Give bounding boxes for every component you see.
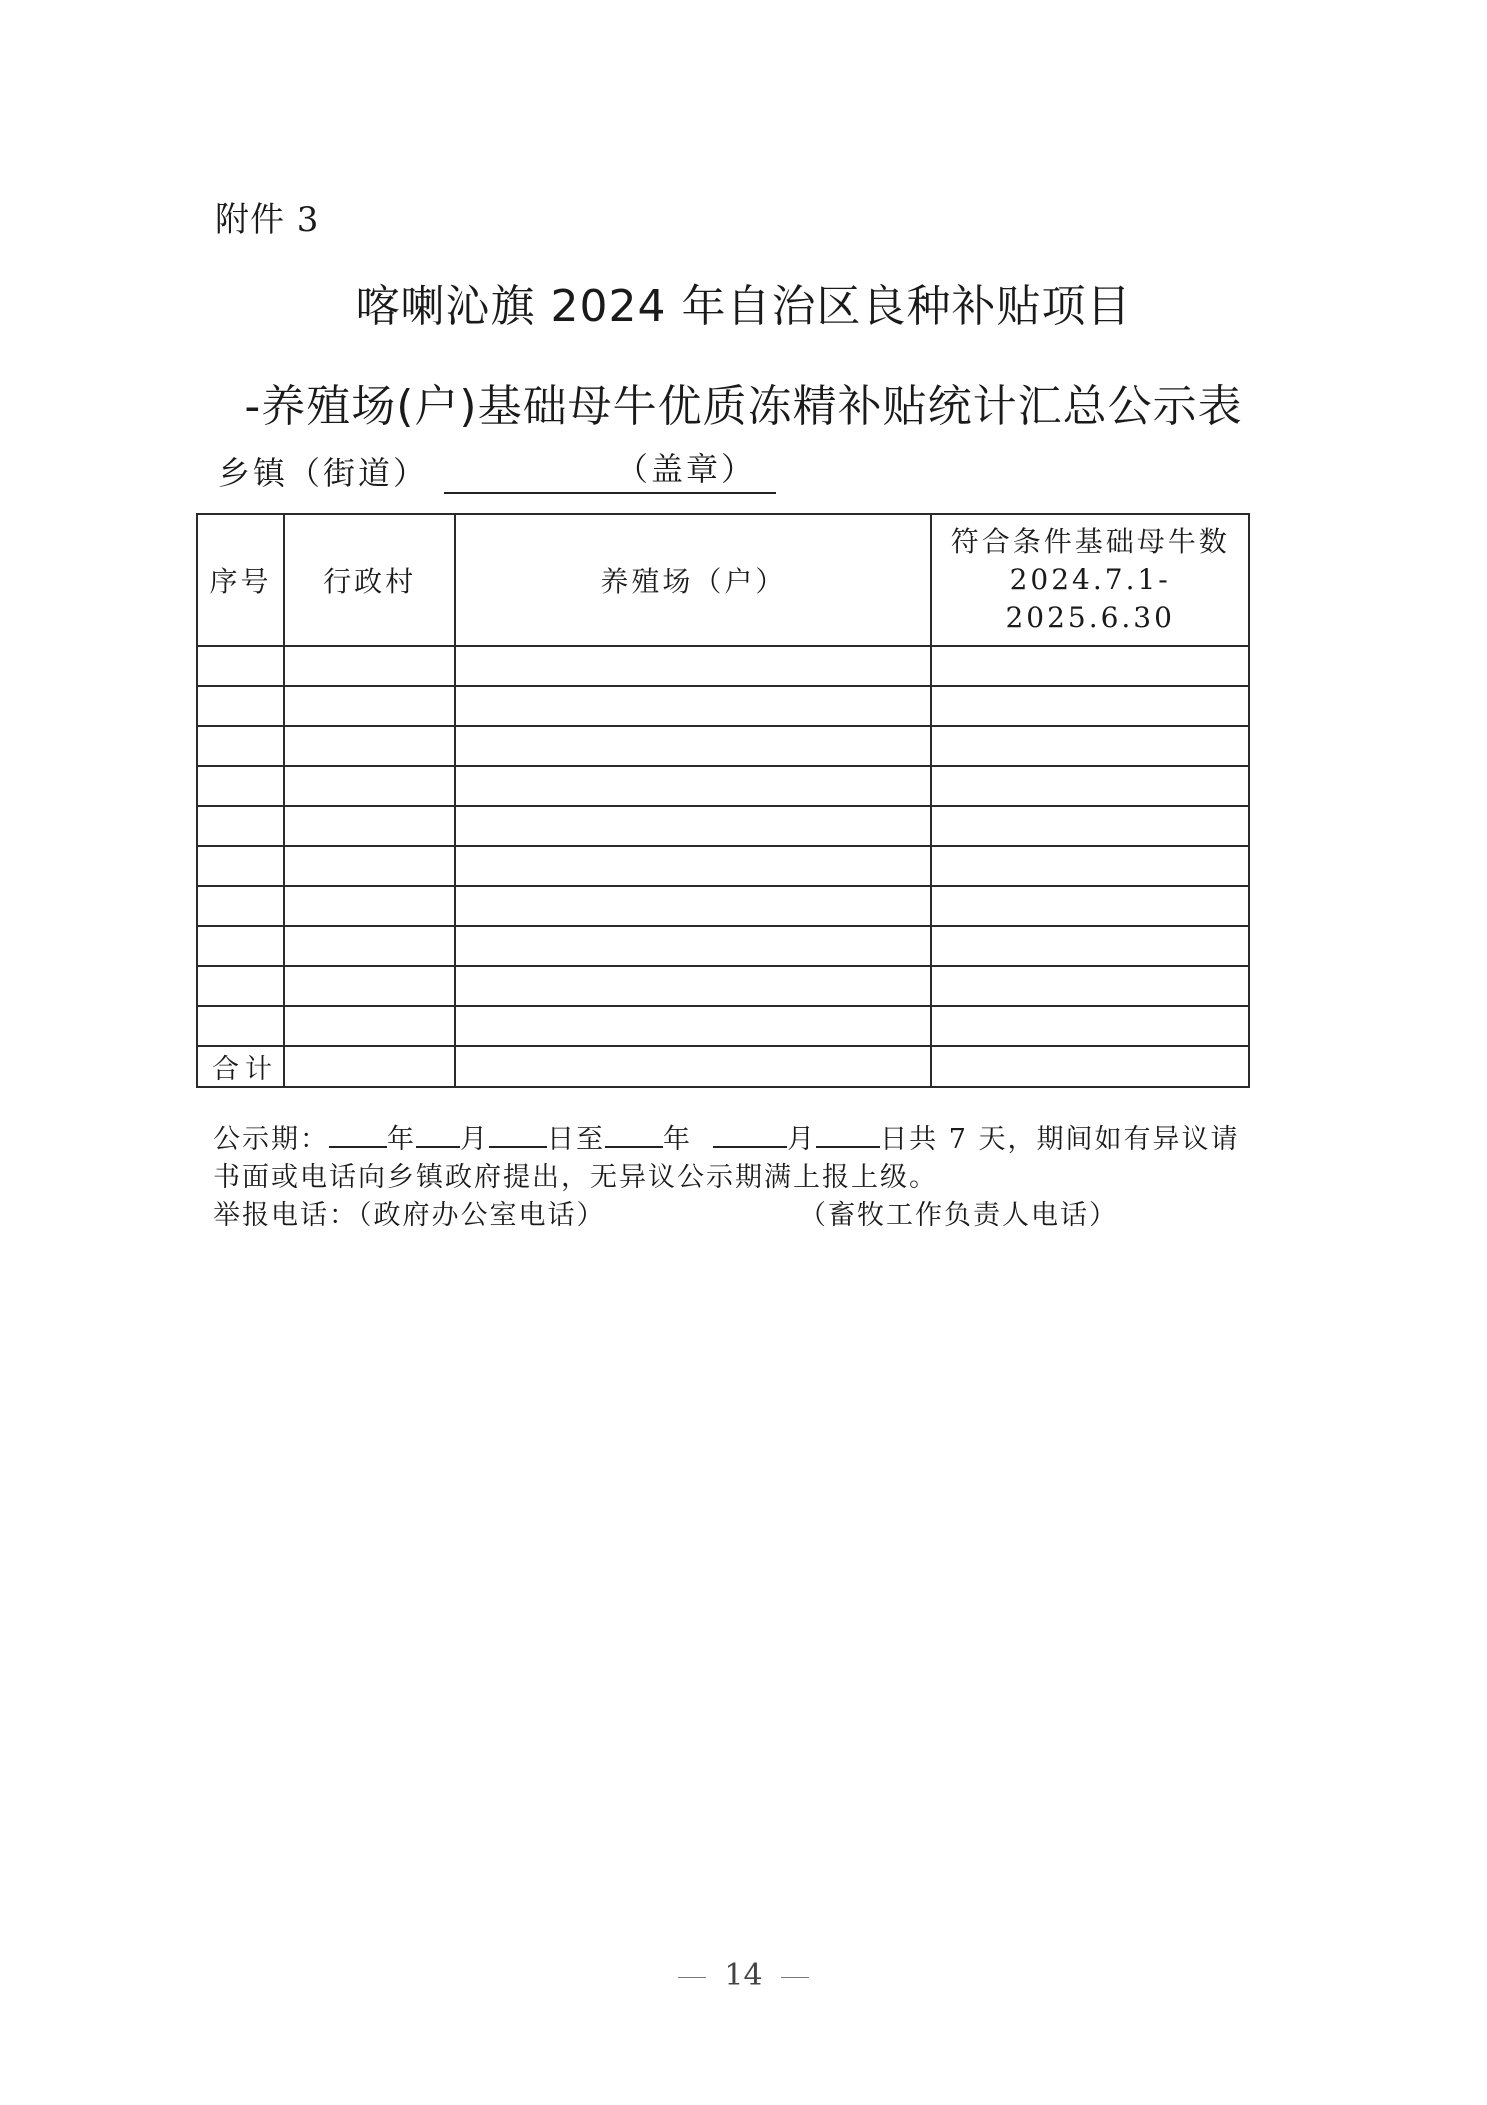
header-cow-count: [931, 514, 1249, 646]
blank: [605, 1120, 663, 1148]
blank: [416, 1120, 460, 1148]
notice-notes: [213, 1120, 1253, 1235]
header-cow-count-period: 2024.7.1-2025.6.30: [1005, 563, 1175, 634]
blank: [713, 1120, 787, 1148]
table-row: [197, 686, 1249, 726]
page-number: 14: [0, 1958, 1487, 1993]
table-row: [197, 646, 1249, 686]
table-row: [197, 886, 1249, 926]
blank: [816, 1120, 880, 1148]
phone-line: [213, 1197, 1118, 1235]
subsidy-table: [196, 513, 1250, 1088]
table-row: [197, 966, 1249, 1006]
document-title-line2: -养殖场(户)基础母牛优质冻精补贴统计汇总公示表: [244, 381, 1243, 432]
township-blank: [444, 450, 776, 494]
header-village: 行政村: [284, 514, 456, 646]
table-total-row: [197, 1046, 1249, 1087]
township-label: 乡镇（街道）: [218, 454, 429, 492]
table-row: [197, 846, 1249, 886]
total-label: 合计: [197, 1046, 284, 1087]
livestock-phone-label: （畜牧工作负责人电话）: [799, 1200, 1118, 1231]
header-farm: 养殖场（户）: [455, 514, 931, 646]
table-row: [197, 726, 1249, 766]
blank: [489, 1120, 547, 1148]
table-row: [197, 926, 1249, 966]
attachment-label: 附件 3: [215, 200, 320, 240]
seal-label: （盖章）: [616, 450, 757, 488]
table-row: [197, 806, 1249, 846]
blank: [329, 1120, 387, 1148]
header-cow-count-label: 符合条件基础母牛数: [950, 525, 1230, 558]
table-header-row: [197, 514, 1249, 646]
header-index: 序号: [197, 514, 284, 646]
report-phone-label: 举报电话：（政府办公室电话）: [213, 1200, 606, 1231]
document-title-line1: 喀喇沁旗 2024 年自治区良种补贴项目: [355, 281, 1132, 332]
notice-period-line: 公示期： 年 月 日至 年 月 日共 7 天，期间如有异议请: [213, 1120, 1253, 1159]
notice-instructions: 书面或电话向乡镇政府提出，无异议公示期满上报上级。: [213, 1162, 938, 1193]
table-row: [197, 766, 1249, 806]
township-line: [218, 448, 776, 494]
table-row: [197, 1006, 1249, 1046]
